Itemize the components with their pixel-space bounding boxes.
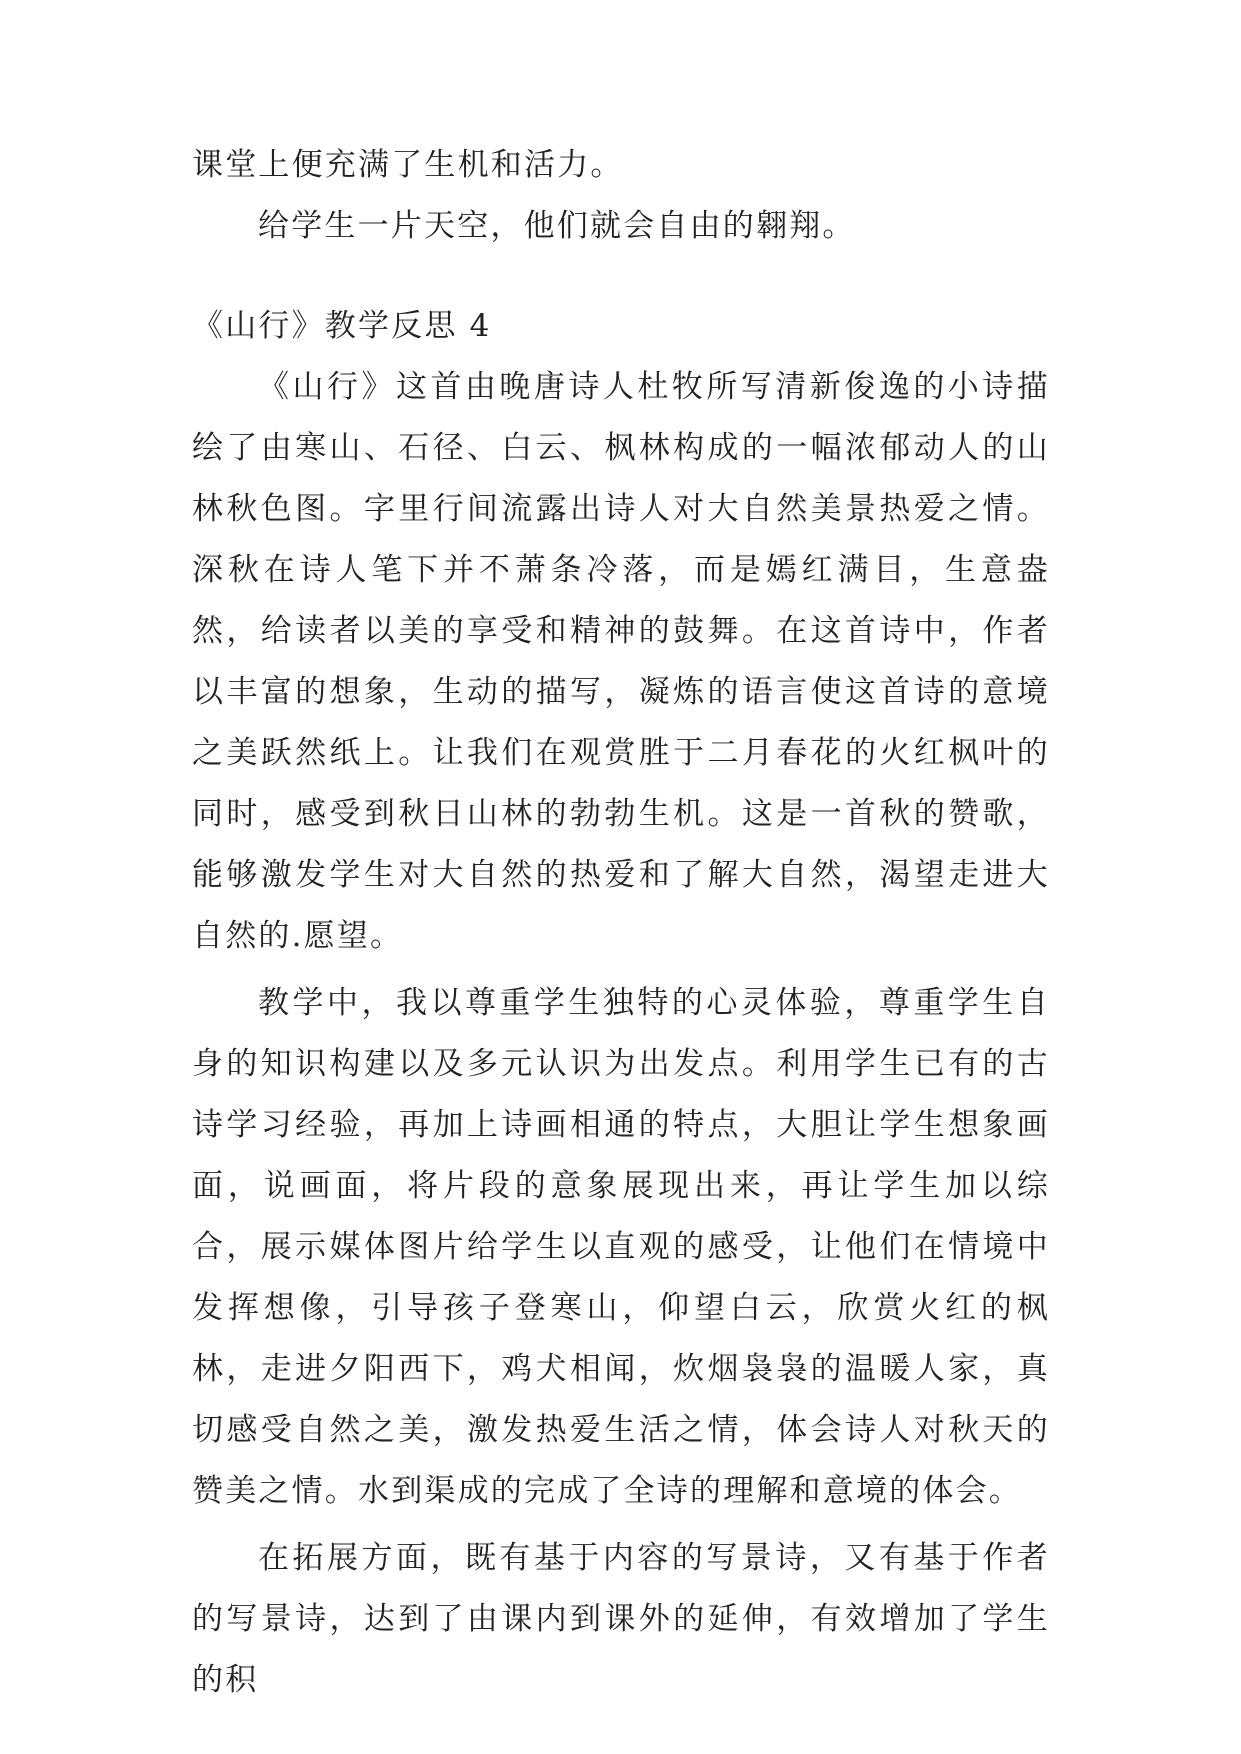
body-paragraph-teaching: 教学中，我以尊重学生独特的心灵体验，尊重学生自身的知识构建以及多元认识为出发点。利用学生已有的古诗学习经验，再加上诗画相通的特点，大胆让学生想象画面，说画面，将片段的意象展现出来，再让学生加以综合，展示媒体图片给学生以直观的感受，让他们在情境中发挥想像，引导孩子登寒山，仰望白云，欣赏火红的枫林，走进夕阳西下，鸡犬相闻，炊烟袅袅的温暖人家，真切感受自然之美，激发热爱生活之情，体会诗人对秋天的赞美之情。水到渠成的完成了全诗的理解和意境的体会。 (192, 985, 1050, 1509)
closing-sentence: 给学生一片天空，他们就会自由的翱翔。 (258, 208, 856, 244)
continued-text-block (192, 135, 1050, 257)
continued-paragraph-end: 课堂上便充满了生机和活力。 (192, 147, 624, 183)
section-block (192, 296, 1050, 1711)
body-paragraph-extension: 在拓展方面，既有基于内容的写景诗，又有基于作者的写景诗，达到了由课内到课外的延伸，有效增加了学生的积 (192, 1540, 1050, 1698)
body-paragraph-intro: 《山行》这首由晚唐诗人杜牧所写清新俊逸的小诗描绘了由寒山、石径、白云、枫林构成的一幅浓郁动人的山林秋色图。字里行间流露出诗人对大自然美景热爱之情。深秋在诗人笔下并不萧条冷落，而是嫣红满目，生意盎然，给读者以美的享受和精神的鼓舞。在这首诗中，作者以丰富的想象，生动的描写，凝炼的语言使这首诗的意境之美跃然纸上。让我们在观赏胜于二月春花的火红枫叶的同时，感受到秋日山林的勃勃生机。这是一首秋的赞歌，能够激发学生对大自然的热爱和了解大自然，渴望走进大自然的.愿望。 (192, 369, 1050, 954)
section-title: 《山行》教学反思 4 (192, 308, 492, 344)
